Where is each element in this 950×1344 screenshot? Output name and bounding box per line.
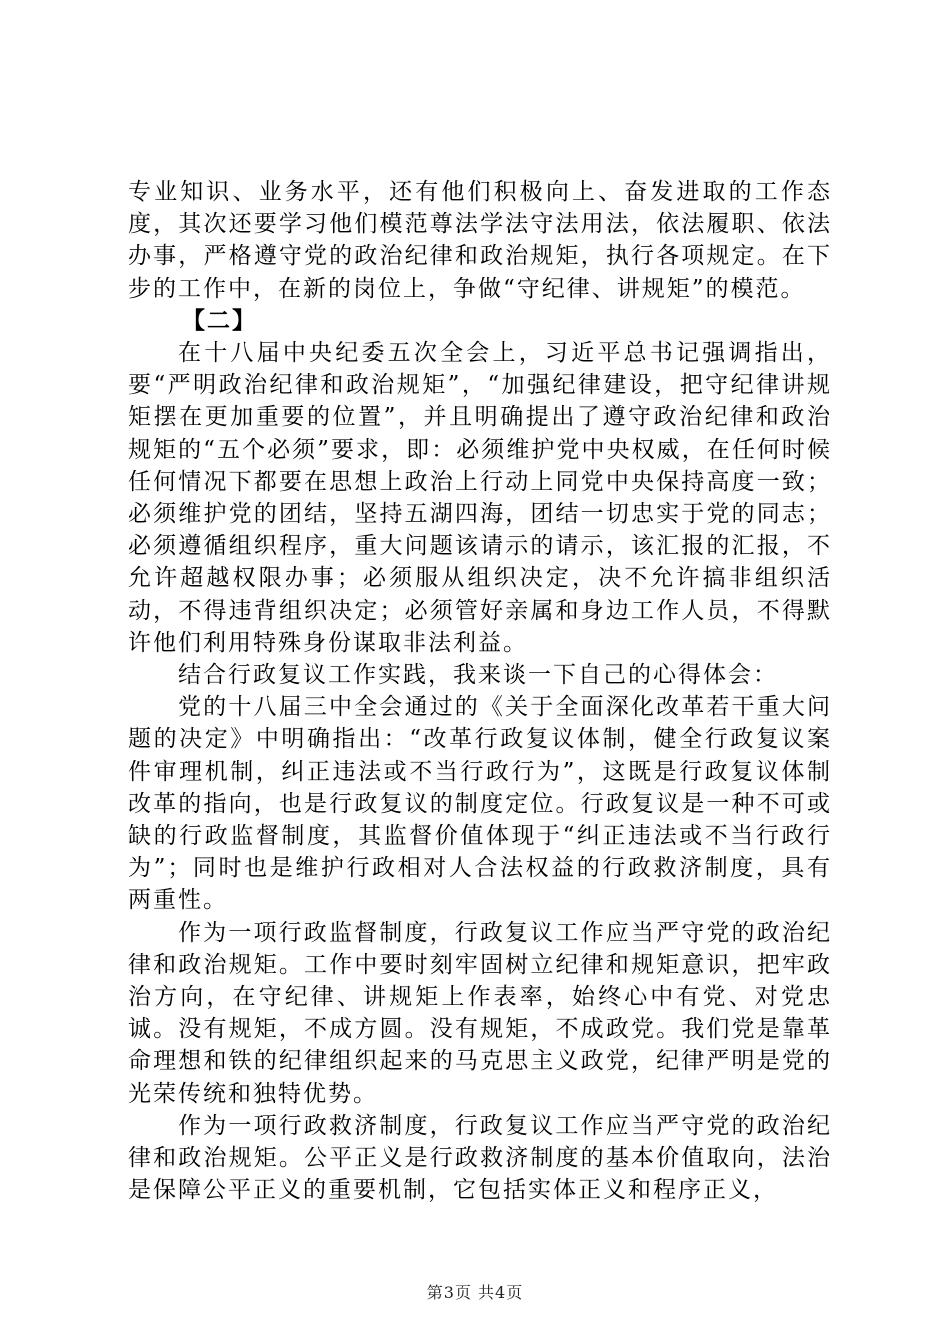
page-footer: 第3页 共4页 (426, 1283, 524, 1302)
paragraph: 作为一项行政救济制度，行政复议工作应当严守党的政治纪律和政治规矩。公平正义是行政救济制度的基本价值取向，法治是保障公平正义的重要机制，它包括实体正义和程序正义， (128, 1112, 832, 1204)
paragraph: 党的十八届三中全会通过的《关于全面深化改革若干重大问题的决定》中明确指出：“改革行政复议体制，健全行政复议案件审理机制，纠正违法或不当行政行为”，这既是行政复议体制改革的指向，也是行政复议的制度定位。行政复议是一种不可或缺的行政监督制度，其监督价值体现于“纠正违法或不当行政行为”；同时也是维护行政相对人合法权益的行政救济制度，具有两重性。 (128, 694, 832, 914)
document-body (128, 176, 832, 1207)
paragraph: 结合行政复议工作实践，我来谈一下自己的心得体会： (178, 662, 778, 689)
paragraph-continuation: 专业知识、业务水平，还有他们积极向上、奋发进取的工作态度，其次还要学习他们模范尊法学法守法用法，依法履职、依法办事，严格遵守党的政治纪律和政治规矩，执行各项规定。在下步的工作中，在新的岗位上，争做“守纪律、讲规矩”的模范。 (128, 179, 832, 302)
paragraph: 在十八届中央纪委五次全会上，习近平总书记强调指出，要“严明政治纪律和政治规矩”，“加强纪律建设，把守纪律讲规矩摆在更加重要的位置”，并且明确提出了遵守政治纪律和政治规矩的“五个必须”要求，即：必须维护党中央权威，在任何时候任何情况下都要在思想上政治上行动上同党中央保持高度一致；必须维护党的团结，坚持五湖四海，团结一切忠实于党的同志；必须遵循组织程序，重大问题该请示的请示，该汇报的汇报，不允许超越权限办事；必须服从组织决定，决不允许搞非组织活动，不得违背组织决定；必须管好亲属和身边工作人员，不得默许他们利用特殊身份谋取非法利益。 (128, 340, 832, 656)
paragraph: 作为一项行政监督制度，行政复议工作应当严守党的政治纪律和政治规矩。工作中要时刻牢固树立纪律和规矩意识，把牢政治方向，在守纪律、讲规矩上作表率，始终心中有党、对党忠诚。没有规矩，不成方圆。没有规矩，不成政党。我们党是靠革命理想和铁的纪律组织起来的马克思主义政党，纪律严明是党的光荣传统和独特优势。 (128, 919, 832, 1107)
section-heading: 【二】 (182, 306, 257, 334)
